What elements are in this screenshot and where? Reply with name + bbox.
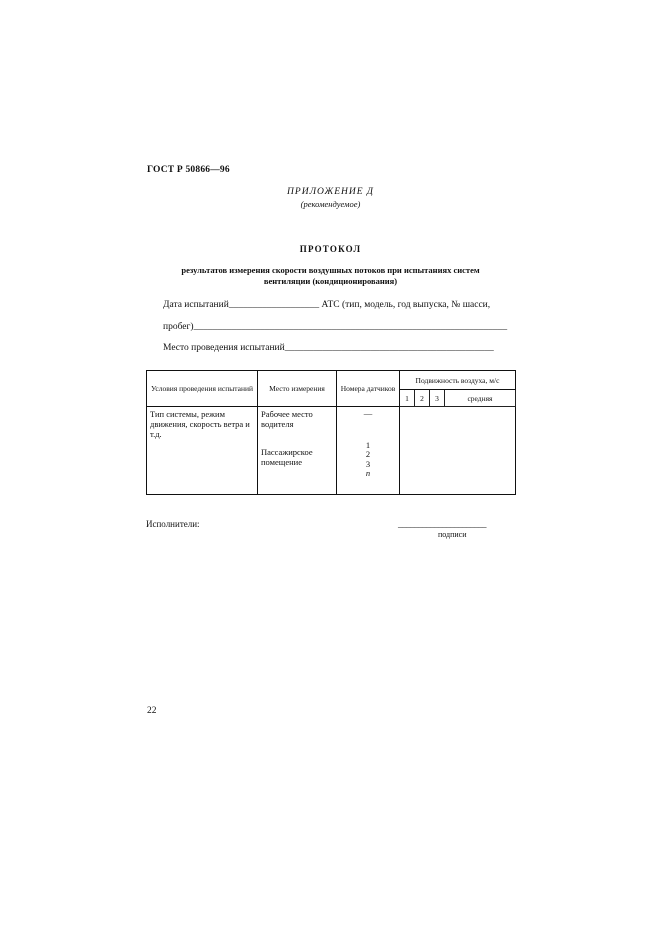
mileage-field: пробег)__________________________________________________________________ (163, 322, 508, 332)
protocol-subtitle (0, 265, 661, 287)
place-passenger: Пассажирское помещение (261, 447, 313, 467)
executors-label: Исполнители: (146, 519, 200, 529)
subtitle-line-2: вентиляции (кондиционирования) (263, 276, 398, 286)
signature-line: ______________________ (398, 519, 486, 529)
measurement-table (146, 370, 516, 495)
sensor-3: 3 (365, 458, 371, 469)
row-conditions: Тип системы, режим движения, скорость ветра и т.д. (150, 409, 250, 439)
sensor-n: n (365, 468, 371, 478)
header-col-1: 1 (400, 390, 415, 407)
appendix-note: (рекомендуемое) (300, 199, 361, 209)
signature-label: подписи (438, 530, 467, 539)
place-driver: Рабочее место водителя (261, 409, 313, 429)
subtitle-line-1: результатов измерения скорости воздушных потоков при испытаниях систем (181, 265, 480, 275)
protocol-title: ПРОТОКОЛ (299, 244, 362, 254)
standard-header: ГОСТ Р 50866—96 (147, 165, 230, 175)
test-date-field: Дата испытаний___________________ АТС (тип, модель, год выпуска, № шасси, (163, 300, 491, 310)
header-col-2: 2 (415, 390, 430, 407)
sensor-driver: — (363, 408, 373, 418)
header-col-3: 3 (430, 390, 445, 407)
row-conditions-cell (147, 407, 258, 495)
header-air-mobility: Подвижность воздуха, м/с (400, 371, 516, 390)
row-sensors-cell (337, 407, 400, 495)
row-place-cell (258, 407, 337, 495)
sensor-2: 2 (365, 449, 371, 459)
header-average: средняя (445, 390, 516, 407)
sensor-1: 1 (365, 439, 371, 450)
appendix-title: ПРИЛОЖЕНИЕ Д (287, 187, 374, 197)
test-location-field: Место проведения испытаний____________________________________________ (163, 343, 494, 353)
header-conditions: Условия проведения испытаний (147, 371, 258, 407)
page-number: 22 (147, 706, 157, 716)
row-values-cell (400, 407, 516, 495)
header-place: Место измерения (258, 371, 337, 407)
header-sensors: Номера датчиков (337, 371, 400, 407)
